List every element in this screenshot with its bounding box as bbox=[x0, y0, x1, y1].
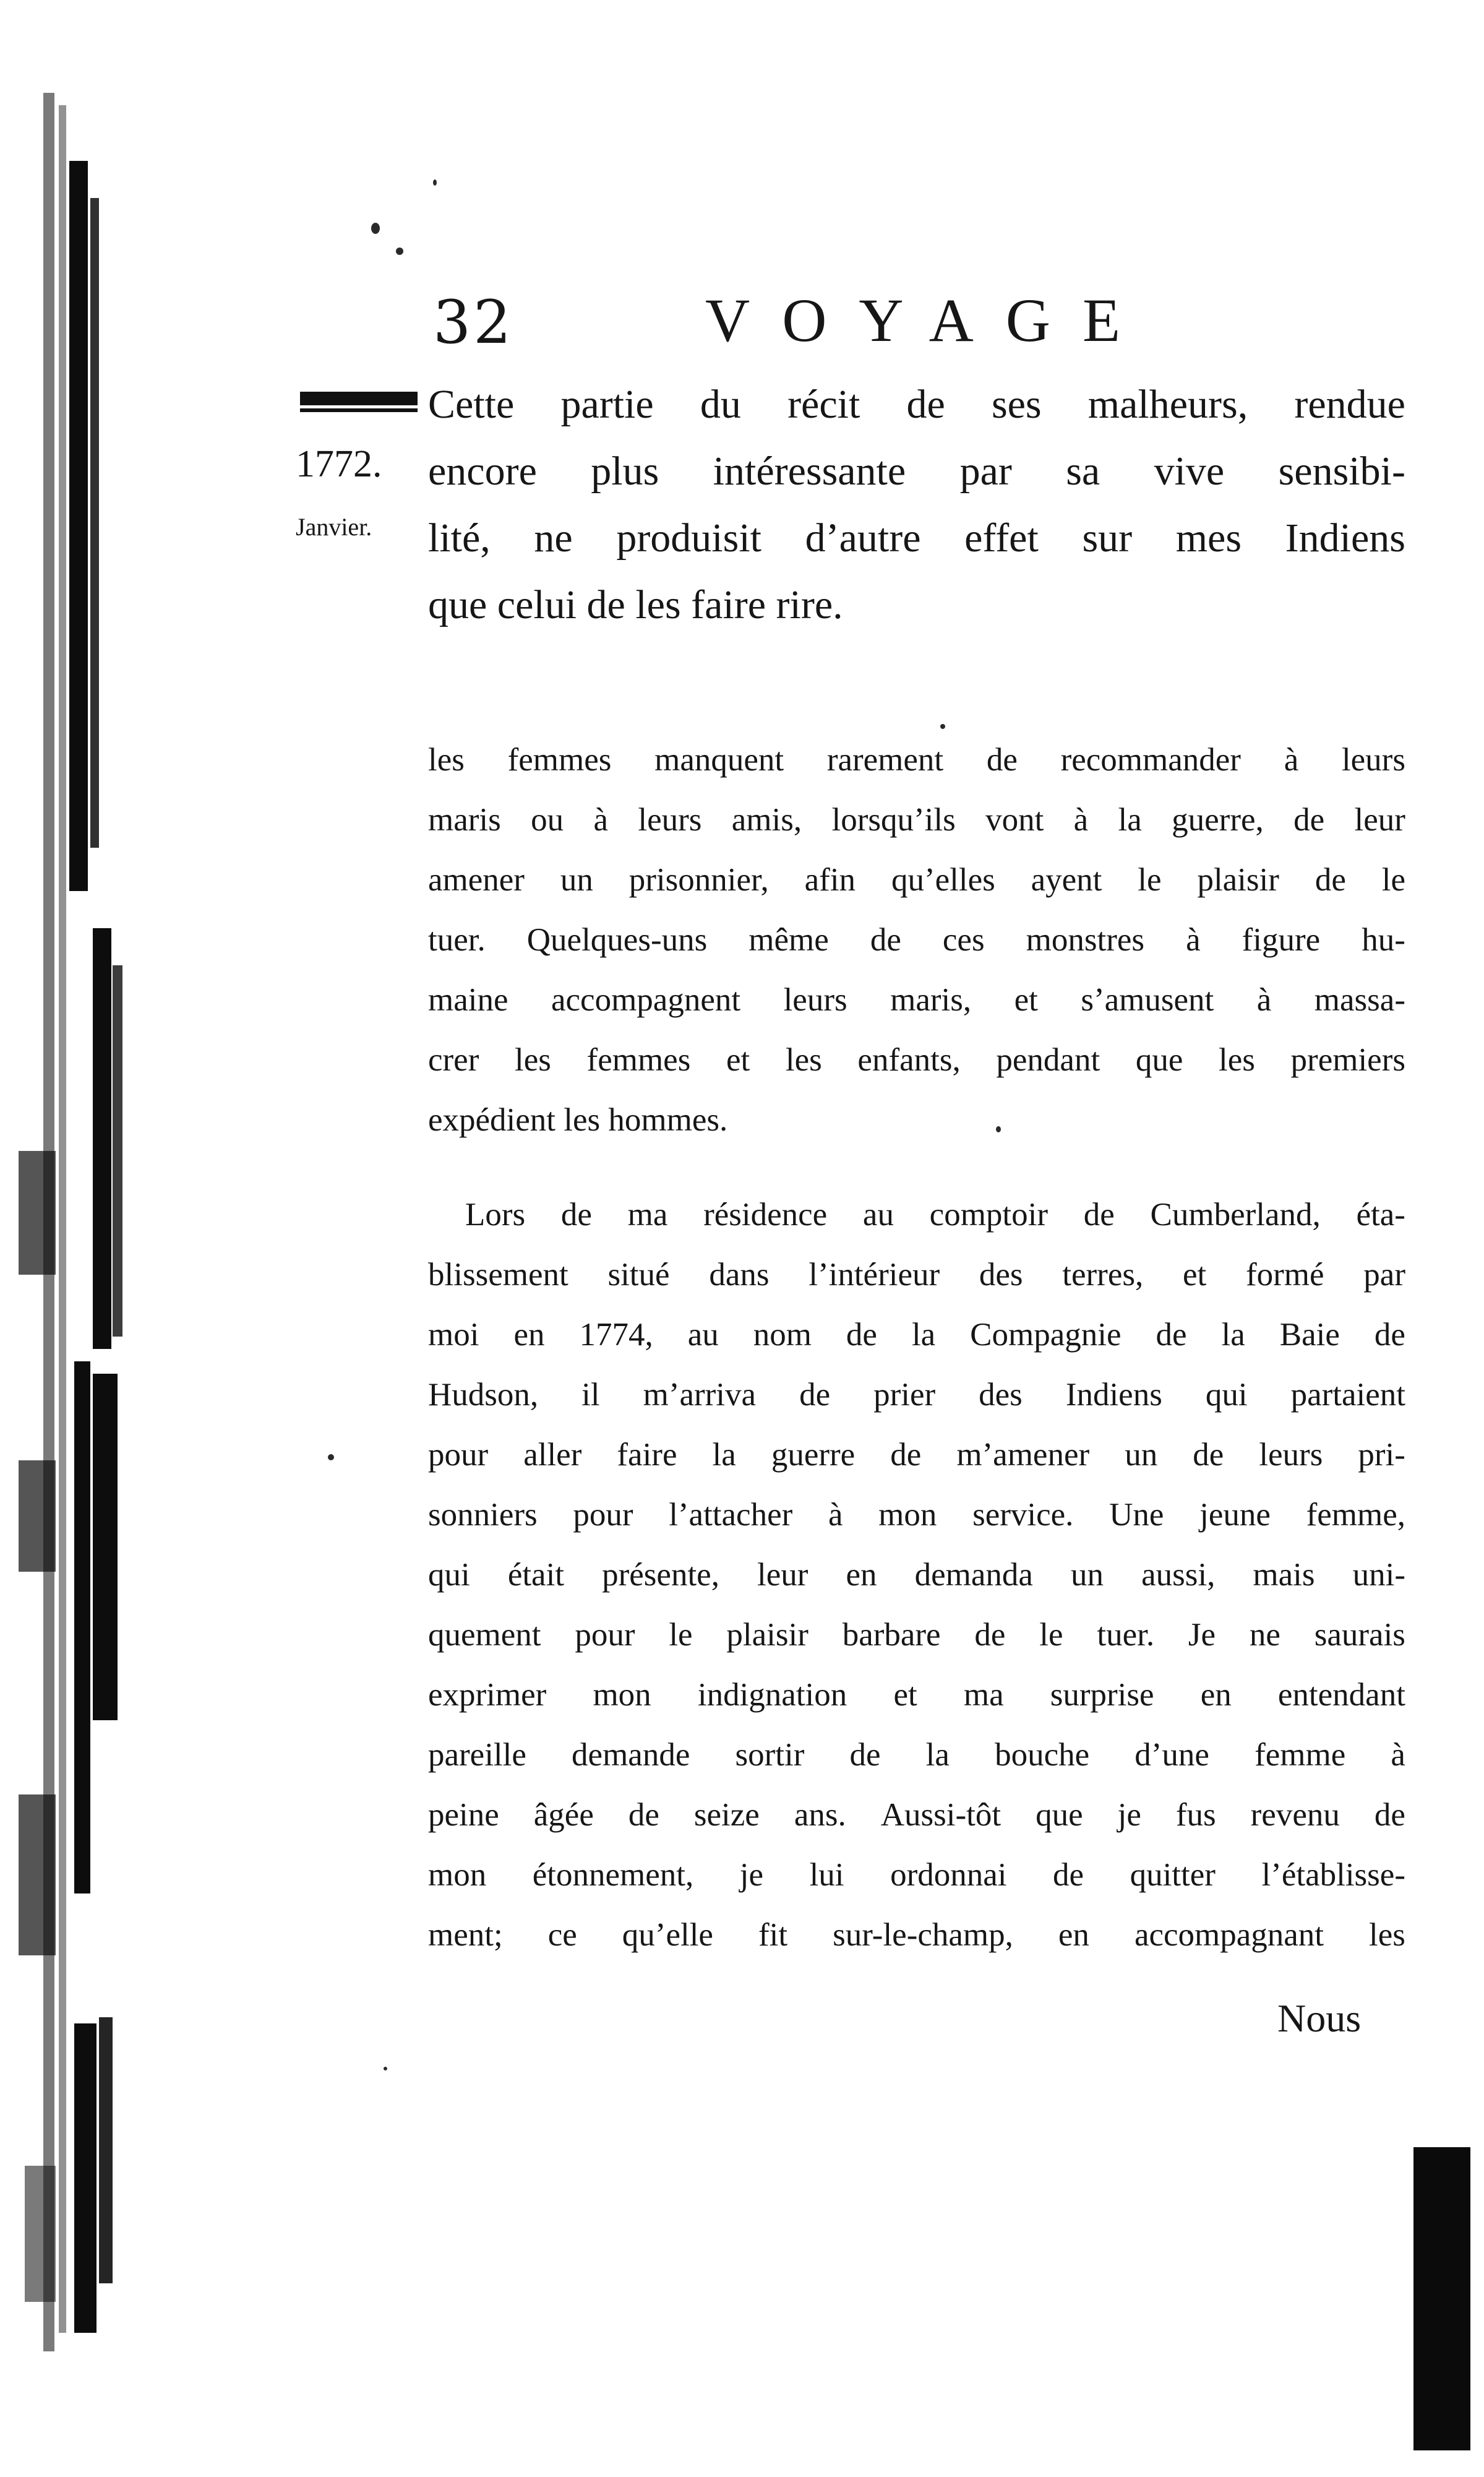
intro-line bbox=[428, 371, 1405, 438]
word: jeune bbox=[1199, 1497, 1271, 1533]
word: saurais bbox=[1314, 1617, 1405, 1653]
word: leur bbox=[1354, 802, 1405, 838]
word: par bbox=[959, 449, 1012, 494]
word: ses bbox=[991, 382, 1042, 427]
word: m’arriva bbox=[643, 1377, 757, 1413]
word: à bbox=[593, 802, 608, 838]
text-line bbox=[428, 1665, 1405, 1725]
word: peine bbox=[428, 1797, 499, 1833]
word: récit bbox=[787, 382, 860, 427]
word: Baie bbox=[1279, 1317, 1340, 1353]
word: seize bbox=[693, 1797, 760, 1833]
word: intéressante bbox=[713, 449, 906, 494]
text-line bbox=[428, 1545, 1405, 1605]
word: quement bbox=[428, 1617, 541, 1653]
text-line bbox=[428, 1305, 1405, 1365]
word: moi bbox=[428, 1317, 479, 1353]
word: ma bbox=[963, 1677, 1004, 1713]
text-line bbox=[428, 1845, 1405, 1905]
word: pendant bbox=[996, 1042, 1100, 1078]
word: de bbox=[890, 1437, 922, 1473]
intro-paragraph bbox=[428, 371, 1405, 639]
word: pareille bbox=[428, 1737, 526, 1773]
word: femme bbox=[1255, 1737, 1346, 1773]
word: pour bbox=[575, 1617, 635, 1653]
word: ma bbox=[627, 1197, 668, 1233]
word: hu- bbox=[1362, 922, 1405, 958]
word: ces bbox=[942, 922, 985, 958]
word: plaisir bbox=[1197, 862, 1279, 898]
word: sonniers bbox=[428, 1497, 538, 1533]
paragraph-2 bbox=[428, 1185, 1405, 1965]
word: Quelques-uns bbox=[526, 922, 708, 958]
intro-line bbox=[428, 438, 1405, 505]
page-number: 32 bbox=[433, 288, 514, 357]
word: d’une bbox=[1134, 1737, 1209, 1773]
word: ne bbox=[1249, 1617, 1280, 1653]
word: maris, bbox=[890, 982, 972, 1018]
text-line bbox=[428, 850, 1405, 910]
word: à bbox=[1256, 982, 1272, 1018]
text-line: expédient les hommes. bbox=[428, 1102, 728, 1138]
word: à bbox=[828, 1497, 843, 1533]
text-line bbox=[428, 1485, 1405, 1545]
word: le bbox=[1138, 862, 1162, 898]
word: l’établisse- bbox=[1261, 1857, 1405, 1893]
text-line bbox=[428, 1905, 1405, 1965]
word: pour bbox=[428, 1437, 489, 1473]
word: ans. bbox=[794, 1797, 846, 1833]
word: tuer. bbox=[428, 922, 486, 958]
word: ordonnai bbox=[890, 1857, 1007, 1893]
word: blissement bbox=[428, 1257, 568, 1293]
intro-line bbox=[428, 505, 1405, 572]
word: prisonnier, bbox=[628, 862, 769, 898]
word: de bbox=[1374, 1317, 1405, 1353]
word: crer bbox=[428, 1042, 479, 1078]
word: de bbox=[906, 382, 945, 427]
word: comptoir bbox=[929, 1197, 1049, 1233]
word: leur bbox=[757, 1557, 808, 1593]
word: vive bbox=[1154, 449, 1225, 494]
word: aller bbox=[523, 1437, 582, 1473]
text-line bbox=[428, 1365, 1405, 1425]
word: que bbox=[1036, 1797, 1083, 1833]
word: de bbox=[986, 742, 1018, 778]
word: quitter bbox=[1130, 1857, 1216, 1893]
word: surprise bbox=[1050, 1677, 1154, 1713]
paragraph-1 bbox=[428, 730, 1405, 1150]
word: ce bbox=[547, 1917, 577, 1953]
word: aussi, bbox=[1141, 1557, 1216, 1593]
word: faire bbox=[617, 1437, 677, 1473]
word: vont bbox=[985, 802, 1044, 838]
text-line bbox=[428, 730, 1405, 790]
text-line bbox=[428, 910, 1405, 970]
word: femmes bbox=[507, 742, 612, 778]
word: en bbox=[846, 1557, 877, 1593]
word: accompagnent bbox=[551, 982, 741, 1018]
word: la bbox=[1118, 802, 1142, 838]
word: qui bbox=[428, 1557, 470, 1593]
word: mes bbox=[1175, 515, 1242, 561]
word: prier bbox=[873, 1377, 936, 1413]
word: Aussi-tôt bbox=[880, 1797, 1001, 1833]
word: mon bbox=[878, 1497, 937, 1533]
word: présente, bbox=[602, 1557, 719, 1593]
word: mais bbox=[1253, 1557, 1315, 1593]
word: plus bbox=[591, 449, 659, 494]
word: la bbox=[712, 1437, 736, 1473]
word: guerre, bbox=[1172, 802, 1264, 838]
word: indignation bbox=[697, 1677, 847, 1713]
word: afin bbox=[804, 862, 856, 898]
word: massa- bbox=[1314, 982, 1405, 1018]
word: à bbox=[1284, 742, 1299, 778]
word: de bbox=[1293, 802, 1325, 838]
word: pour bbox=[573, 1497, 633, 1533]
word: demande bbox=[572, 1737, 690, 1773]
word: les bbox=[515, 1042, 551, 1078]
word: leurs bbox=[783, 982, 847, 1018]
word: Je bbox=[1188, 1617, 1216, 1653]
word: 1774, bbox=[579, 1317, 653, 1353]
word: leurs bbox=[1259, 1437, 1323, 1473]
scan-right-edge bbox=[1413, 2147, 1470, 2450]
running-title: VOYAGE bbox=[705, 286, 1153, 355]
word: leurs bbox=[1341, 742, 1405, 778]
word: monstres bbox=[1026, 922, 1145, 958]
word: par bbox=[1363, 1257, 1405, 1293]
word: amis, bbox=[731, 802, 802, 838]
word: en bbox=[1058, 1917, 1089, 1953]
word: la bbox=[925, 1737, 950, 1773]
text-line bbox=[428, 790, 1405, 850]
word: pri- bbox=[1358, 1437, 1405, 1473]
word: la bbox=[1221, 1317, 1245, 1353]
word: du bbox=[700, 382, 741, 427]
word: qui bbox=[1205, 1377, 1248, 1413]
word: lui bbox=[809, 1857, 844, 1893]
word: partaient bbox=[1290, 1377, 1405, 1413]
word: Cumberland, bbox=[1150, 1197, 1321, 1233]
word: je bbox=[1117, 1797, 1141, 1833]
word: service. bbox=[972, 1497, 1074, 1533]
word: d’autre bbox=[805, 515, 921, 561]
word: en bbox=[513, 1317, 545, 1353]
word: enfants, bbox=[857, 1042, 961, 1078]
margin-note-month: Janvier. bbox=[296, 513, 372, 541]
word: tuer. bbox=[1097, 1617, 1155, 1653]
word: sa bbox=[1066, 449, 1100, 494]
word: nom bbox=[753, 1317, 812, 1353]
word: à bbox=[1186, 922, 1201, 958]
word: un bbox=[560, 862, 593, 898]
word: lité, bbox=[428, 515, 491, 561]
word: guerre bbox=[771, 1437, 856, 1473]
word: manquent bbox=[654, 742, 784, 778]
word: de bbox=[849, 1737, 881, 1773]
word: sortir bbox=[735, 1737, 805, 1773]
word: les bbox=[428, 742, 465, 778]
word: la bbox=[911, 1317, 936, 1353]
word: les bbox=[785, 1042, 822, 1078]
word: mon bbox=[428, 1857, 487, 1893]
word: au bbox=[687, 1317, 719, 1353]
word: était bbox=[507, 1557, 565, 1593]
word: je bbox=[739, 1857, 764, 1893]
word: fit bbox=[758, 1917, 788, 1953]
word: de bbox=[1156, 1317, 1187, 1353]
word: dans bbox=[709, 1257, 770, 1293]
word: il bbox=[581, 1377, 600, 1413]
word: m’amener bbox=[956, 1437, 1090, 1473]
word: Compagnie bbox=[970, 1317, 1122, 1353]
word: Indiens bbox=[1065, 1377, 1162, 1413]
word: figure bbox=[1242, 922, 1321, 958]
text-line bbox=[428, 1425, 1405, 1485]
word: et bbox=[1014, 982, 1038, 1018]
word: à bbox=[1073, 802, 1089, 838]
word: demanda bbox=[914, 1557, 1033, 1593]
word: de bbox=[870, 922, 901, 958]
word: et bbox=[893, 1677, 917, 1713]
word: revenu bbox=[1250, 1797, 1340, 1833]
word: encore bbox=[428, 449, 537, 494]
word: recommander bbox=[1060, 742, 1241, 778]
word: uni- bbox=[1352, 1557, 1405, 1593]
text-line bbox=[428, 1245, 1405, 1305]
word: mon bbox=[593, 1677, 651, 1713]
word: le bbox=[669, 1617, 693, 1653]
word: de bbox=[846, 1317, 877, 1353]
word: ou bbox=[531, 802, 564, 838]
word: de bbox=[628, 1797, 659, 1833]
word: l’intérieur bbox=[808, 1257, 940, 1293]
word: premiers bbox=[1290, 1042, 1405, 1078]
word: ment; bbox=[428, 1917, 503, 1953]
margin-note-year: 1772. bbox=[296, 443, 382, 485]
word: amener bbox=[428, 862, 525, 898]
word: âgée bbox=[533, 1797, 594, 1833]
margin-rule bbox=[300, 392, 418, 405]
word: plaisir bbox=[726, 1617, 808, 1653]
word: lorsqu’ils bbox=[831, 802, 956, 838]
margin-rule-thin bbox=[300, 408, 418, 412]
catchword: Nous bbox=[1277, 1996, 1362, 2040]
word: rarement bbox=[826, 742, 944, 778]
word: au bbox=[862, 1197, 894, 1233]
word: de bbox=[560, 1197, 592, 1233]
word: leurs bbox=[638, 802, 702, 838]
word: rendue bbox=[1294, 382, 1405, 427]
text-line bbox=[428, 1185, 1405, 1245]
word: que bbox=[1135, 1042, 1183, 1078]
word: entendant bbox=[1277, 1677, 1405, 1713]
word: produisit bbox=[616, 515, 762, 561]
word: de bbox=[1315, 862, 1346, 898]
word: de bbox=[974, 1617, 1006, 1653]
word: situé bbox=[607, 1257, 670, 1293]
word: étonnement, bbox=[532, 1857, 694, 1893]
word: femmes bbox=[586, 1042, 691, 1078]
word: terres, bbox=[1062, 1257, 1144, 1293]
word: formé bbox=[1245, 1257, 1324, 1293]
word: même bbox=[748, 922, 829, 958]
word: s’amusent bbox=[1081, 982, 1214, 1018]
word: malheurs, bbox=[1087, 382, 1248, 427]
word: qu’elles bbox=[891, 862, 995, 898]
word: Lors bbox=[465, 1197, 526, 1233]
word: qu’elle bbox=[622, 1917, 713, 1953]
intro-line: que celui de les faire rire. bbox=[428, 582, 843, 627]
word: de bbox=[1083, 1197, 1115, 1233]
word: barbare bbox=[842, 1617, 941, 1653]
word: sur bbox=[1082, 515, 1133, 561]
word: les bbox=[1219, 1042, 1255, 1078]
word: Indiens bbox=[1285, 515, 1405, 561]
word: à bbox=[1391, 1737, 1405, 1773]
word: le bbox=[1039, 1617, 1063, 1653]
word: de bbox=[1193, 1437, 1224, 1473]
word: et bbox=[1182, 1257, 1207, 1293]
word: l’attacher bbox=[669, 1497, 793, 1533]
word: maris bbox=[428, 802, 501, 838]
word: de bbox=[1374, 1797, 1405, 1833]
word: femme, bbox=[1306, 1497, 1405, 1533]
word: bouche bbox=[995, 1737, 1090, 1773]
word: éta- bbox=[1356, 1197, 1405, 1233]
word: en bbox=[1200, 1677, 1232, 1713]
word: Une bbox=[1109, 1497, 1164, 1533]
word: de bbox=[1053, 1857, 1084, 1893]
text-line bbox=[428, 1725, 1405, 1785]
word: des bbox=[979, 1257, 1023, 1293]
text-line bbox=[428, 1785, 1405, 1845]
word: les bbox=[1369, 1917, 1405, 1953]
word: accompagnant bbox=[1134, 1917, 1324, 1953]
word: partie bbox=[560, 382, 654, 427]
word: effet bbox=[964, 515, 1039, 561]
word: ne bbox=[534, 515, 573, 561]
word: exprimer bbox=[428, 1677, 547, 1713]
word: Cette bbox=[428, 382, 515, 427]
word: ayent bbox=[1031, 862, 1102, 898]
word: résidence bbox=[703, 1197, 828, 1233]
text-line bbox=[428, 1030, 1405, 1090]
word: un bbox=[1071, 1557, 1104, 1593]
word: le bbox=[1381, 862, 1405, 898]
word: des bbox=[979, 1377, 1023, 1413]
word: de bbox=[799, 1377, 831, 1413]
word: maine bbox=[428, 982, 508, 1018]
word: un bbox=[1125, 1437, 1158, 1473]
word: sur-le-champ, bbox=[833, 1917, 1013, 1953]
word: et bbox=[726, 1042, 750, 1078]
text-line bbox=[428, 970, 1405, 1030]
word: Hudson, bbox=[428, 1377, 539, 1413]
word: fus bbox=[1175, 1797, 1216, 1833]
text-line bbox=[428, 1605, 1405, 1665]
word: sensibi- bbox=[1278, 449, 1405, 494]
